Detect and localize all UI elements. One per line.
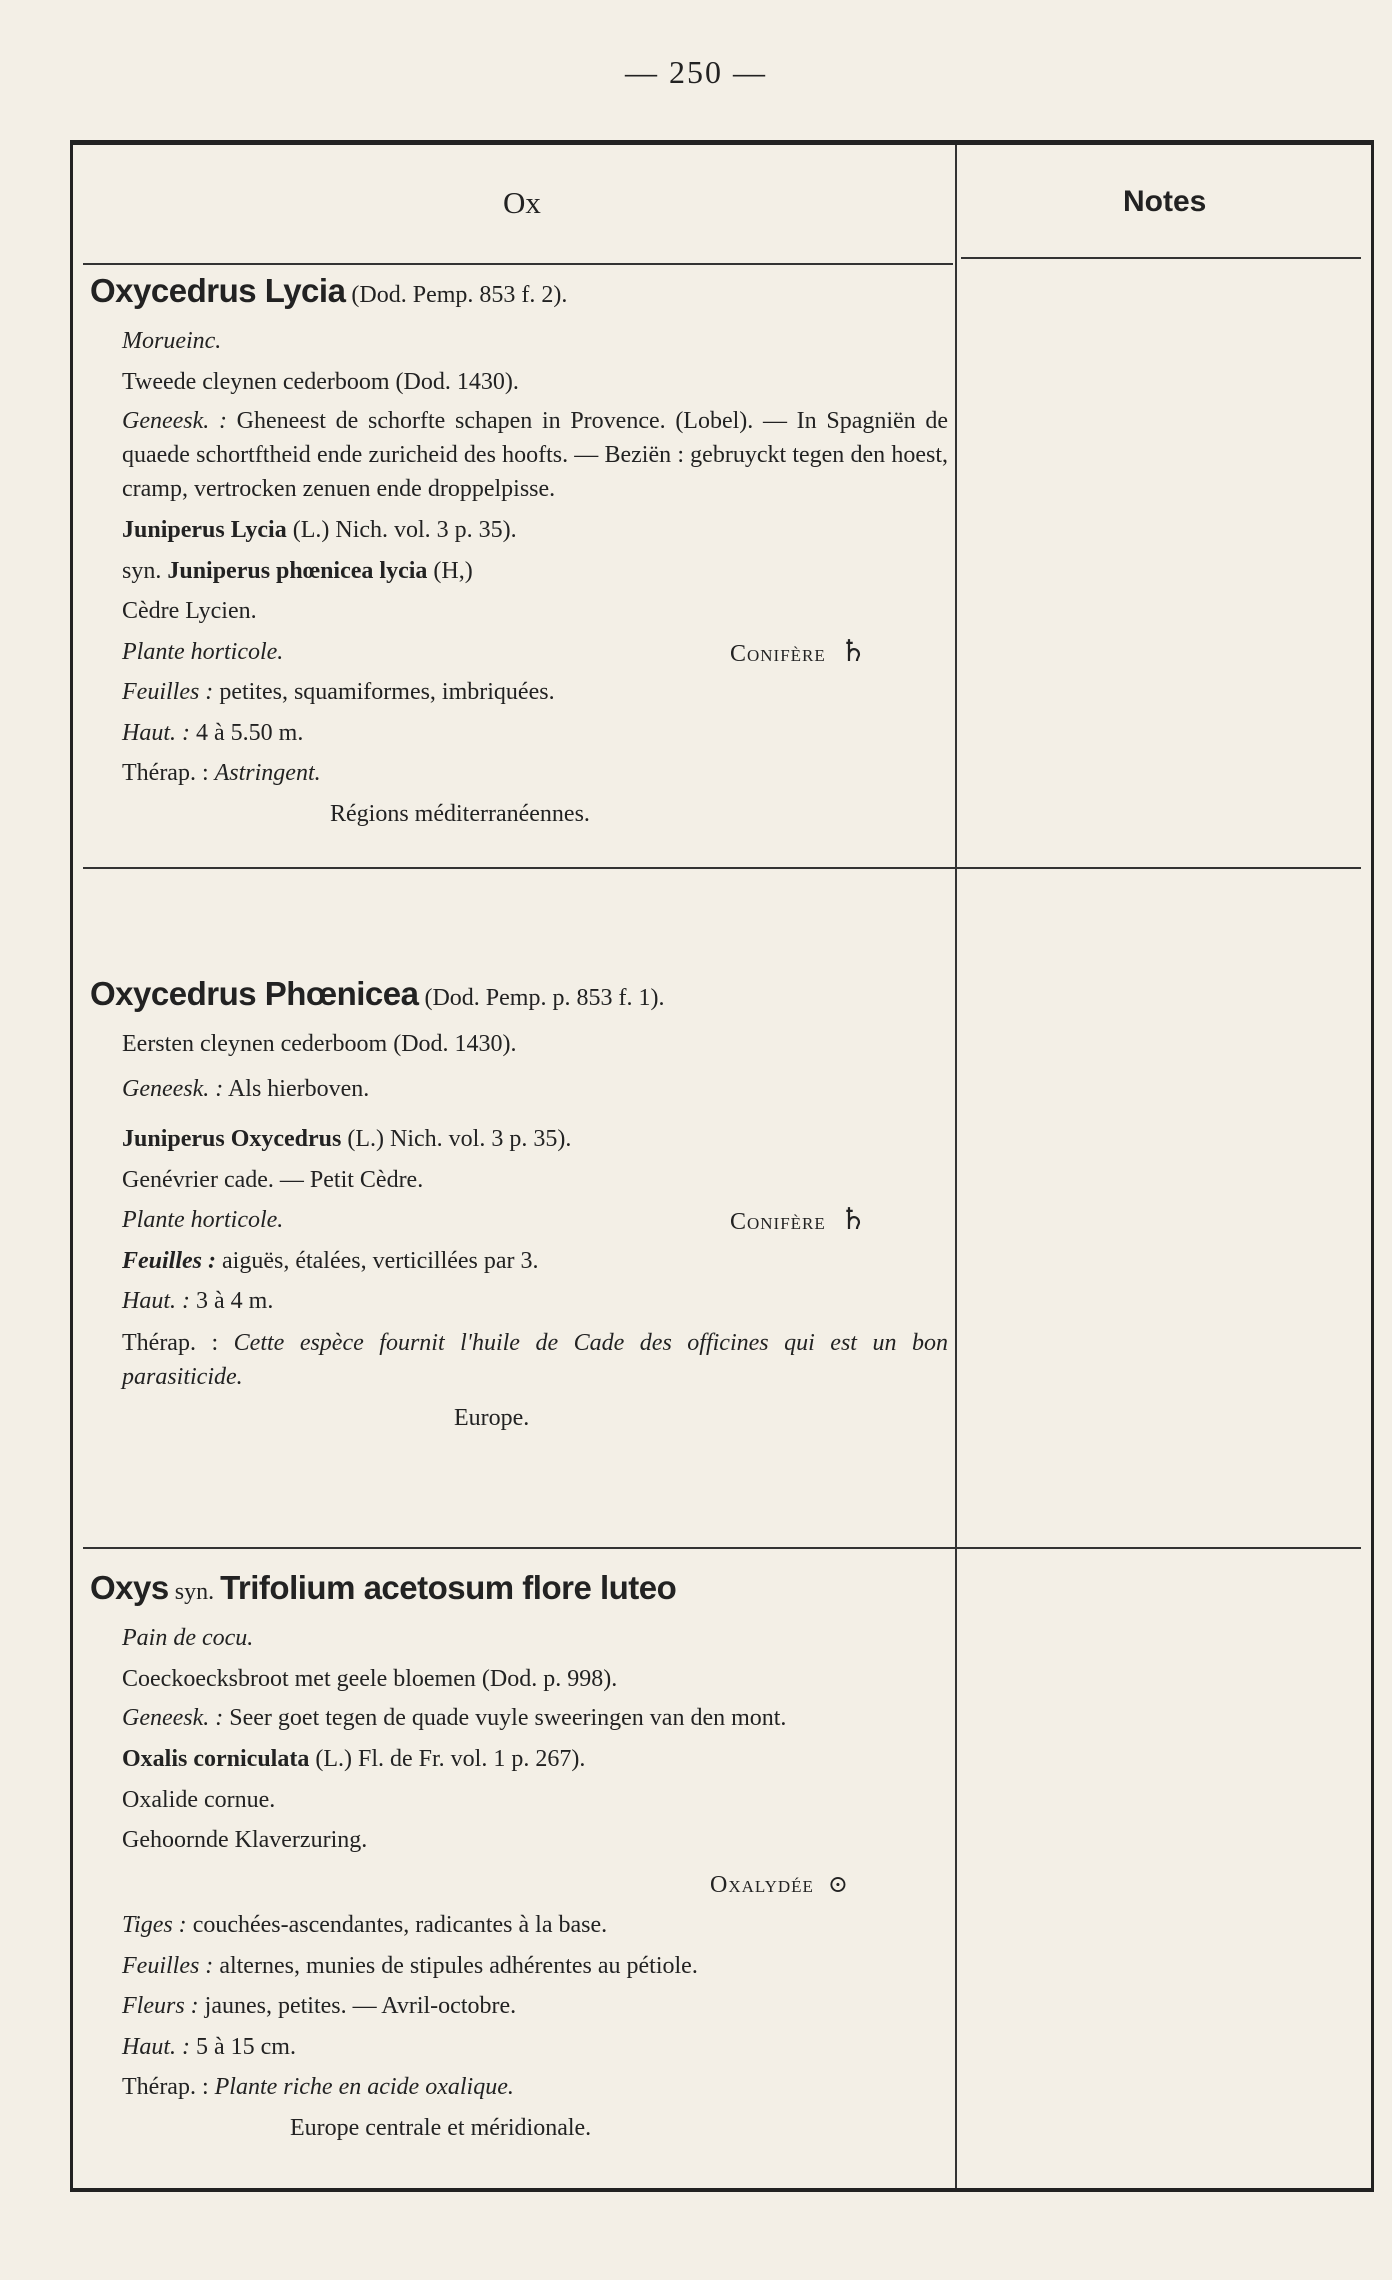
entry-title (90, 1562, 940, 1618)
entry-oxycedrus-phoenicea (90, 968, 948, 1438)
entry-title (90, 968, 940, 1024)
therap-label: Thérap. : (122, 2074, 209, 2100)
family-name: Oxalydée (710, 1871, 814, 1898)
syn-label: syn. (174, 1579, 215, 1605)
latin-name: Juniperus Oxycedrus (122, 1126, 342, 1152)
latin-ref: (L.) Nich. vol. 3 p. 35). (347, 1126, 572, 1152)
plante-type: Plante horticole. (122, 638, 284, 665)
haut-line (90, 1281, 940, 1322)
perennial-symbol-icon: ♄ (839, 1203, 867, 1236)
feuilles-line (90, 1241, 940, 1282)
subtitle: Pain de cocu. (122, 1625, 254, 1651)
entry-separator-1 (83, 867, 1361, 869)
therap-text: Cette espèce fournit l'huile de Cade des officines qui est un bon parasiticide. (122, 1329, 948, 1390)
family-label (730, 632, 867, 675)
plante-type: Plante horticole. (122, 1207, 284, 1233)
therap-line (90, 753, 940, 794)
therap-line (90, 2067, 940, 2108)
fleurs-line (90, 1986, 940, 2027)
entry-oxys (90, 1562, 940, 2148)
column-header-ox: Ox (503, 185, 541, 220)
tiges-label: Tiges : (122, 1912, 187, 1938)
therap-text: Plante riche en acide oxalique. (214, 2074, 514, 2100)
geneesk-line (90, 1069, 940, 1110)
haut-line (90, 2027, 940, 2068)
haut-text: 5 à 15 cm. (196, 2033, 296, 2060)
synonym-line (90, 551, 940, 592)
geneesk-label: Geneesk. : (122, 408, 227, 434)
dutch-name: Tweede cleynen cederboom (Dod. 1430). (122, 368, 519, 395)
column-divider (955, 145, 957, 2188)
french-name: Cèdre Lycien. (122, 598, 257, 624)
geneesk-text: Seer goet tegen de quade vuyle sweeringen van den mont. (229, 1705, 787, 1731)
fleurs-text: jaunes, petites. — Avril-octobre. (204, 1993, 517, 2019)
latin-ref: (L.) Fl. de Fr. vol. 1 p. 267). (315, 1746, 586, 1772)
dutch-common-name: Gehoornde Klaverzuring. (122, 1827, 368, 1853)
latin-name: Juniperus Lycia (122, 517, 287, 543)
haut-label: Haut. : (122, 2033, 190, 2060)
geneesk-paragraph (90, 404, 948, 506)
column-header-notes: Notes (1123, 185, 1207, 218)
feuilles-label: Feuilles : (122, 679, 214, 705)
region: Europe. (454, 1404, 530, 1431)
latin-name-line (90, 1739, 940, 1780)
subtitle: Morueinc. (122, 328, 222, 354)
genus-name: Oxys (90, 1569, 169, 1606)
entry-separator-2 (83, 1547, 1361, 1549)
tiges-line (90, 1905, 940, 1946)
geneesk-text: Als hierboven. (227, 1075, 370, 1102)
feuilles-text: petites, squamiformes, imbriquées. (219, 679, 555, 705)
haut-text: 4 à 5.50 m. (196, 719, 304, 746)
reference: (Dod. Pemp. 853 f. 2). (351, 282, 568, 308)
family-label (730, 1200, 867, 1243)
region: Europe centrale et méridionale. (290, 2114, 592, 2141)
syn-ref: (H,) (433, 557, 473, 584)
page-number: — 250 — (625, 54, 767, 90)
feuilles-label: Feuilles : (122, 1247, 216, 1274)
feuilles-text: alternes, munies de stipules adhérentes au pétiole. (219, 1952, 698, 1979)
fleurs-label: Fleurs : (122, 1993, 199, 2019)
family-label (90, 1865, 940, 1906)
feuilles-line (90, 1946, 940, 1987)
annual-symbol-icon: ⊙ (827, 1871, 848, 1898)
latin-name-line (90, 1119, 940, 1160)
perennial-symbol-icon: ♄ (839, 634, 867, 668)
plante-family-line (90, 1200, 940, 1241)
feuilles-line (90, 672, 940, 713)
haut-line (90, 713, 940, 754)
french-name: Genévrier cade. — Petit Cèdre. (122, 1166, 424, 1193)
family-name: Conifère (730, 1209, 826, 1235)
therap-label: Thérap. : (122, 760, 209, 786)
geneesk-label: Geneesk. : (122, 1075, 224, 1102)
french-name: Oxalide cornue. (122, 1786, 276, 1813)
latin-name: Oxalis corniculata (122, 1746, 310, 1772)
genus-name: Oxycedrus Lycia (90, 272, 346, 309)
region: Régions méditerranéennes. (330, 800, 590, 827)
therap-paragraph (90, 1326, 948, 1394)
entry-title (90, 265, 940, 321)
tiges-text: couchées-ascendantes, radicantes à la base. (192, 1912, 608, 1938)
haut-label: Haut. : (122, 719, 190, 746)
geneesk-text: Gheneest de schorfte schapen in Provence. (Lobel). — In Spagniën de quaede schortftheid ende zuricheid des hoofts. — Beziën : gebruyckt tegen den hoest, cramp, vertrocken zenuen ende droppelpisse. (122, 408, 949, 502)
entry-oxycedrus-lycia (90, 265, 949, 834)
genus-name: Oxycedrus Phœnicea (90, 975, 419, 1012)
geneesk-label: Geneesk. : (122, 1705, 224, 1731)
haut-label: Haut. : (122, 1288, 190, 1314)
latin-name-line (90, 510, 940, 551)
genus-name-synonym: Trifolium acetosum flore luteo (220, 1569, 677, 1606)
feuilles-text: aiguës, étalées, verticillées par 3. (222, 1247, 539, 1274)
header-rule-right (961, 257, 1361, 259)
latin-ref: (L.) Nich. vol. 3 p. 35). (292, 517, 517, 543)
syn-name: Juniperus phœnicea lycia (167, 557, 428, 584)
therap-text: Astringent. (214, 760, 321, 786)
haut-text: 3 à 4 m. (196, 1288, 274, 1314)
dutch-name: Coeckoecksbroot met geele bloemen (Dod. p. 998). (122, 1665, 618, 1692)
feuilles-label: Feuilles : (122, 1952, 214, 1979)
family-name: Conifère (730, 640, 826, 667)
dutch-name: Eersten cleynen cederboom (Dod. 1430). (122, 1031, 517, 1057)
geneesk-paragraph (90, 1701, 948, 1735)
syn-label: syn. (122, 557, 162, 584)
therap-label: Thérap. : (122, 1329, 219, 1356)
reference: (Dod. Pemp. p. 853 f. 1). (424, 985, 665, 1011)
plante-family-line (90, 632, 940, 673)
